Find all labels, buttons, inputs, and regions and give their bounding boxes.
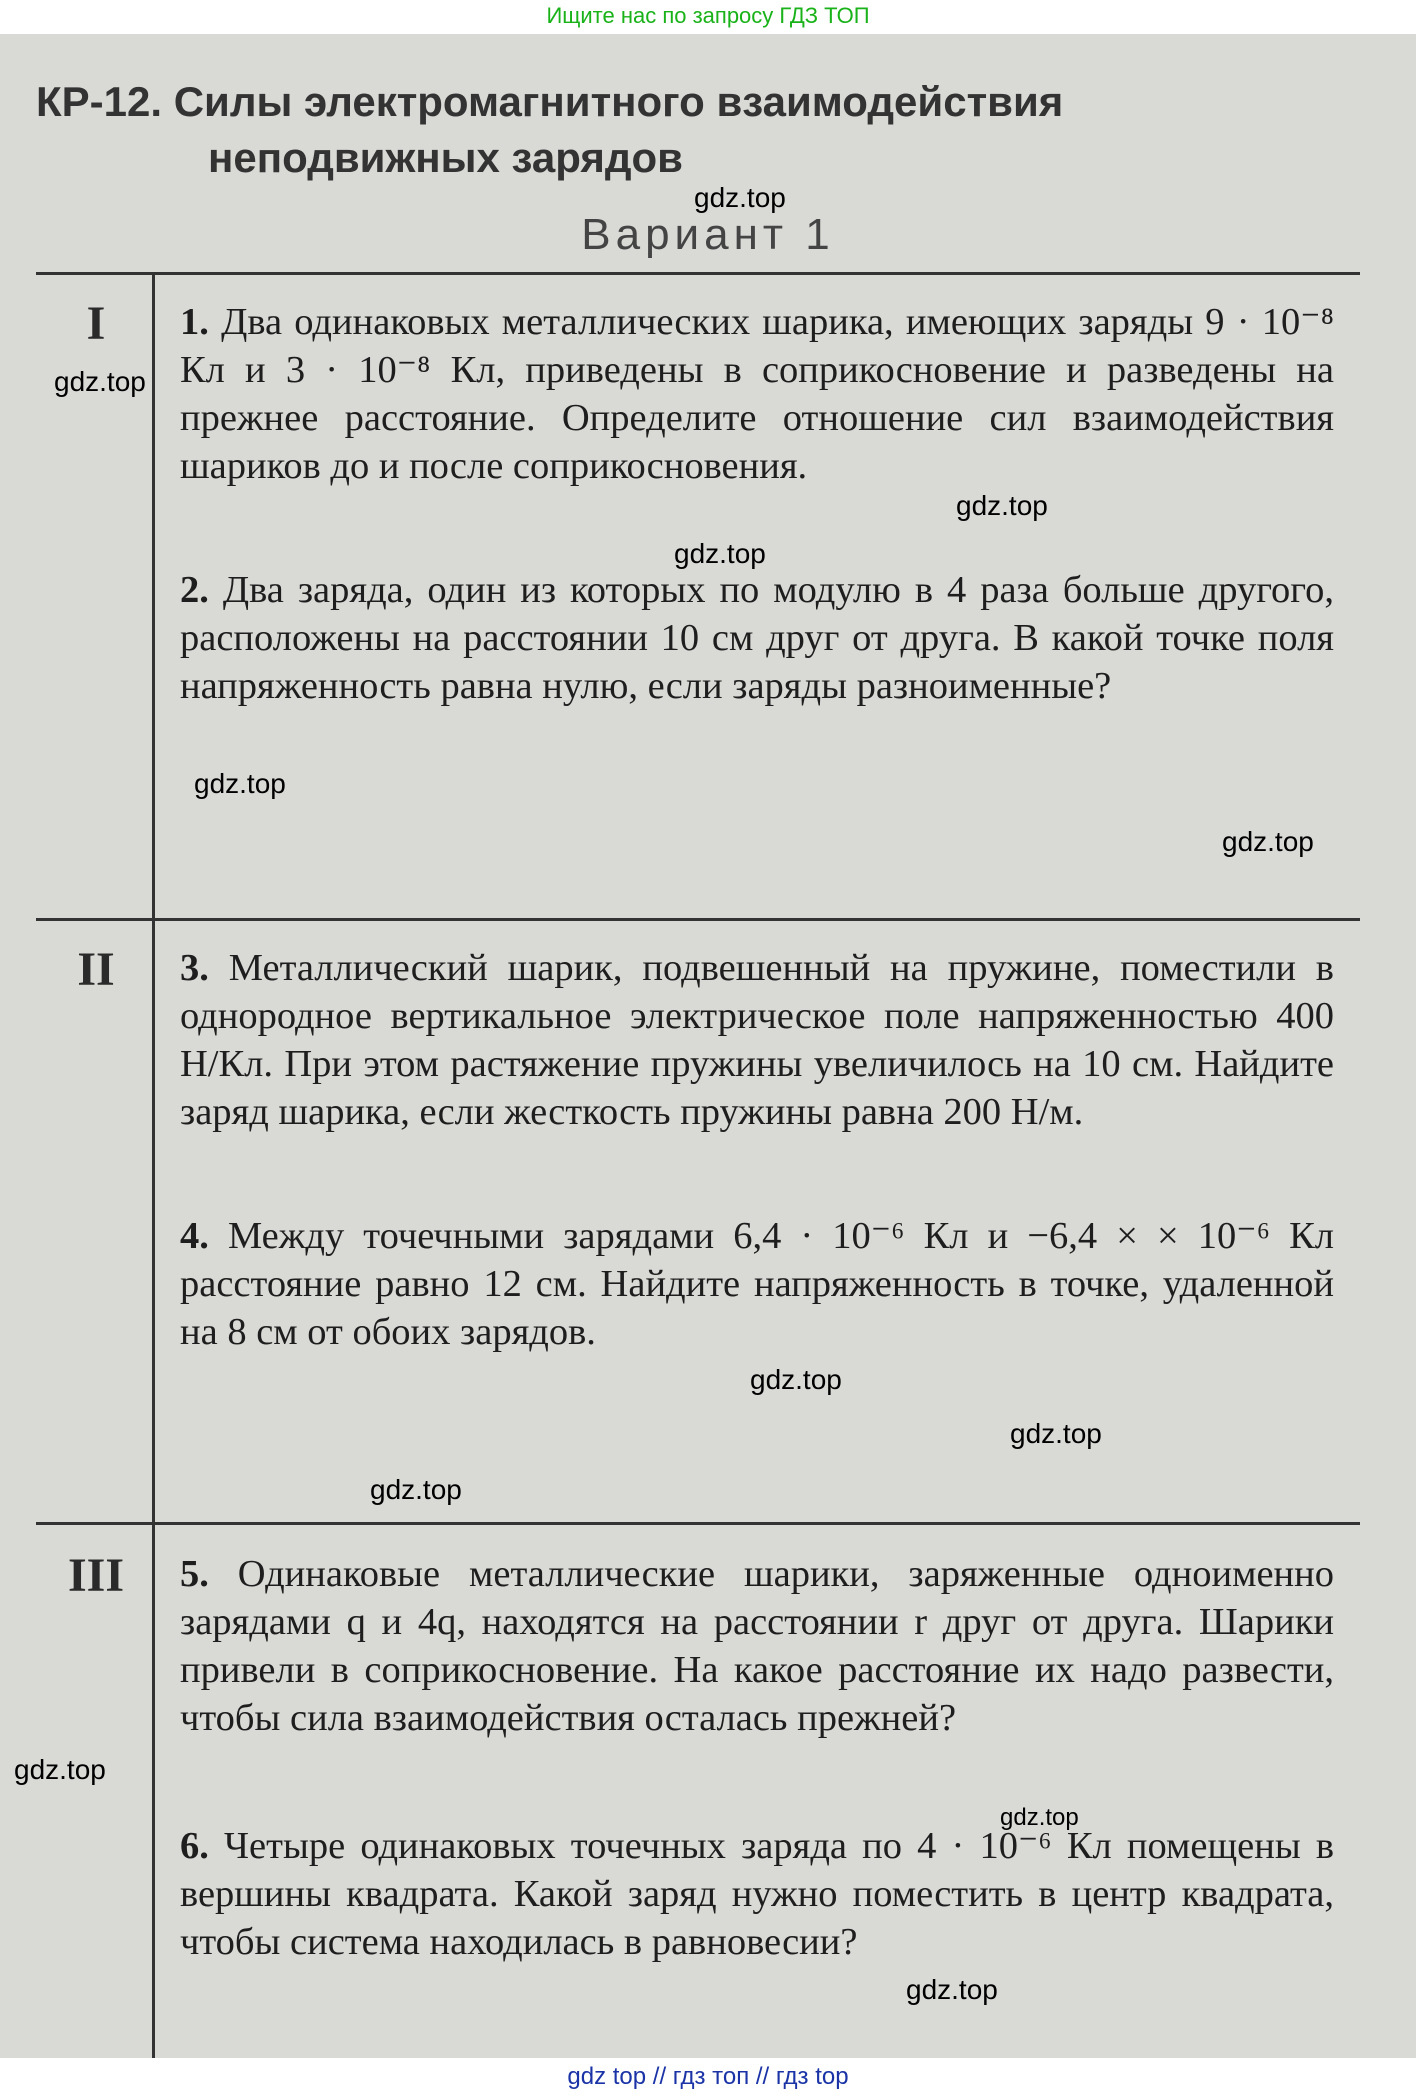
task-text: Два заряда, один из которых по модулю в 4 раза больше другого, расположены на расстоянии 10 см друг от друга. В какой точке поля напряженность равна нулю, если заряды разноименные? [180, 569, 1334, 707]
task-number: 1. [180, 301, 209, 343]
task-text: Между точечными зарядами 6,4 · 10⁻⁶ Кл и −6,4 × × 10⁻⁶ Кл расстояние равно 12 см. Найдите напряженность в точке, удаленной на 8 см от обоих зарядов. [180, 1215, 1334, 1353]
watermark: gdz.top [1010, 1418, 1102, 1449]
task-number: 6. [180, 1825, 209, 1867]
column-divider [152, 274, 155, 2058]
task-number: 4. [180, 1215, 209, 1257]
task-6 [180, 1822, 1334, 1966]
page-title [36, 74, 1376, 186]
task-text: Одинаковые металлические шарики, заряженные одноименно зарядами q и 4q, находятся на расстоянии r друг от друга. Шарики привели в соприкосновение. На какое расстояние их надо развести, чтобы сила взаимодействия осталась прежней? [180, 1553, 1335, 1739]
task-number: 5. [180, 1553, 209, 1595]
task-5 [180, 1550, 1334, 1742]
title-line-1: КР-12. Силы электромагнитного взаимодействия [36, 78, 1064, 125]
task-text: Металлический шарик, подвешенный на пружине, поместили в однородное вертикальное электрическое поле напряженностью 400 Н/Кл. При этом растяжение пружины увеличилось на 10 см. Найдите заряд шарика, если жесткость пружины равна 200 Н/м. [180, 947, 1334, 1133]
watermark: gdz.top [750, 1364, 842, 1395]
watermark: gdz.top [370, 1474, 462, 1505]
section-number-1: I [86, 297, 106, 350]
task-text: Два одинаковых металлических шарика, имеющих заряды 9 · 10⁻⁸ Кл и 3 · 10⁻⁸ Кл, приведены в соприкосновение и разведены на прежнее расстояние. Определите отношение сил взаимодействия шариков до и после соприкосновения. [180, 301, 1334, 487]
watermark: gdz.top [906, 1974, 998, 2005]
watermark: gdz.top [674, 538, 766, 569]
section-divider-2 [36, 1522, 1360, 1525]
bottom-banner[interactable]: gdz top // гдз топ // гдз top [0, 2058, 1416, 2097]
table-top-border [36, 272, 1360, 275]
task-1 [180, 298, 1334, 490]
watermark: gdz.top [14, 1754, 106, 1785]
variant-heading: Вариант 1 [581, 210, 835, 259]
watermark: gdz.top [54, 366, 146, 397]
title-line-2: неподвижных зарядов [208, 134, 683, 181]
watermark: gdz.top [1222, 826, 1314, 857]
section-number-3: III [67, 1549, 125, 1602]
task-number: 2. [180, 569, 209, 611]
watermark: gdz.top [1000, 1804, 1079, 1831]
section-number-2: II [77, 943, 115, 996]
task-4 [180, 1212, 1334, 1356]
task-number: 3. [180, 947, 209, 989]
task-3 [180, 944, 1334, 1136]
section-divider-1 [36, 918, 1360, 921]
task-2 [180, 566, 1334, 710]
watermark: gdz.top [194, 768, 286, 799]
watermark: gdz.top [694, 182, 786, 213]
task-text: Четыре одинаковых точечных заряда по 4 · 10⁻⁶ Кл помещены в вершины квадрата. Какой заряд нужно поместить в центр квадрата, чтобы система находилась в равновесии? [180, 1825, 1335, 1963]
top-banner[interactable]: Ищите нас по запросу ГДЗ ТОП [0, 0, 1416, 34]
watermark: gdz.top [956, 490, 1048, 521]
